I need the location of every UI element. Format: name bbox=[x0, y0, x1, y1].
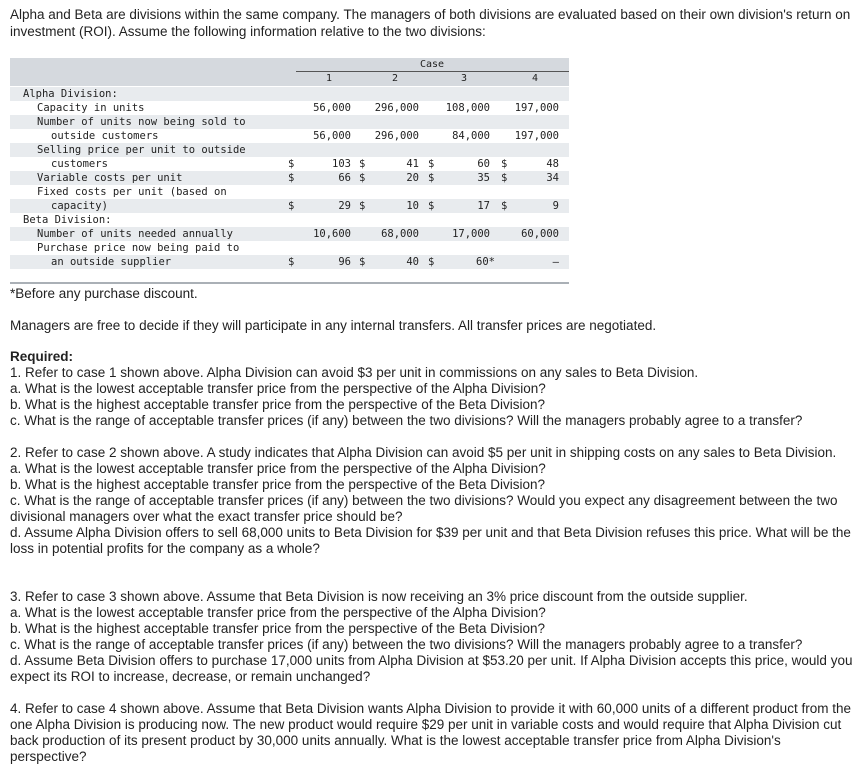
selling-price-label-line2: customers bbox=[51, 158, 108, 170]
alpha-division-heading: Alpha Division: bbox=[23, 88, 118, 100]
table-row bbox=[10, 185, 569, 199]
table-row bbox=[10, 101, 569, 115]
table-row bbox=[10, 241, 569, 255]
question-3a: a. What is the lowest acceptable transfer price from the perspective of the Alpha Division? bbox=[10, 605, 546, 620]
beta-division-heading: Beta Division: bbox=[23, 214, 112, 226]
purchase-price-case-3: 60* bbox=[476, 256, 495, 268]
dollar-sign: $ bbox=[501, 200, 508, 212]
case-3-header: 3 bbox=[461, 73, 468, 84]
capacity-case-3: 108,000 bbox=[445, 102, 490, 114]
division-data-table bbox=[10, 58, 569, 284]
question-1a: a. What is the lowest acceptable transfer price from the perspective of the Alpha Division? bbox=[10, 381, 546, 396]
dollar-sign: $ bbox=[288, 256, 295, 268]
variable-costs-case-3: 35 bbox=[477, 172, 490, 184]
table-row bbox=[10, 171, 569, 185]
question-2d: d. Assume Alpha Division offers to sell 68,000 units to Beta Division for $39 per unit and that Beta Division refuses this price. What will be the loss in potential profits for the company as a whole? bbox=[10, 525, 851, 556]
dollar-sign: $ bbox=[428, 256, 435, 268]
question-1b: b. What is the highest acceptable transfer price from the perspective of the Beta Division? bbox=[10, 397, 546, 412]
purchase-price-label-line2: an outside supplier bbox=[51, 256, 172, 268]
table-row bbox=[10, 227, 569, 241]
capacity-case-4: 197,000 bbox=[514, 102, 559, 114]
intro-paragraph: Alpha and Beta are divisions within the same company. The managers of both divisions are evaluated based on their own division's return on investment (ROI). Assume the following information relative to the two divisions: bbox=[10, 7, 851, 39]
case-header: Case bbox=[420, 59, 445, 70]
units-sold-case-1: 56,000 bbox=[313, 130, 351, 142]
footnote: *Before any purchase discount. bbox=[10, 286, 198, 301]
units-needed-case-1: 10,600 bbox=[313, 228, 351, 240]
question-3b: b. What is the highest acceptable transfer price from the perspective of the Beta Division? bbox=[10, 621, 546, 636]
variable-costs-case-1: 66 bbox=[338, 172, 351, 184]
required-label: Required: bbox=[10, 349, 74, 364]
units-sold-label-line1: Number of units now being sold to bbox=[37, 116, 246, 128]
units-sold-case-3: 84,000 bbox=[452, 130, 490, 142]
table-row bbox=[10, 213, 569, 227]
fixed-costs-case-4: 9 bbox=[552, 200, 559, 212]
table-row bbox=[10, 157, 569, 171]
purchase-price-label-line1: Purchase price now being paid to bbox=[37, 242, 240, 254]
table-row bbox=[10, 129, 569, 143]
case-2-header: 2 bbox=[392, 73, 399, 84]
question-2-intro: 2. Refer to case 2 shown above. A study indicates that Alpha Division can avoid $5 per unit in shipping costs on any sales to Beta Division. bbox=[10, 445, 837, 460]
capacity-case-1: 56,000 bbox=[313, 102, 351, 114]
question-2b: b. What is the highest acceptable transfer price from the perspective of the Beta Division? bbox=[10, 477, 546, 492]
question-4-block bbox=[10, 701, 856, 765]
table-bottom-rule bbox=[10, 282, 569, 284]
question-2c: c. What is the range of acceptable transfer prices (if any) between the two divisions? Would you expect any disagreement between the two divisional managers over what the exact transfer price should be? bbox=[10, 493, 838, 524]
fixed-costs-label-line2: capacity) bbox=[51, 200, 108, 212]
case-1-header: 1 bbox=[326, 73, 333, 84]
fixed-costs-case-2: 10 bbox=[406, 200, 419, 212]
table-row bbox=[10, 255, 569, 269]
question-1c: c. What is the range of acceptable transfer prices (if any) between the two divisions? Will the managers probably agree to a transfer? bbox=[10, 413, 803, 428]
dollar-sign: $ bbox=[428, 172, 435, 184]
purchase-price-case-4: — bbox=[552, 256, 559, 268]
units-needed-label: Number of units needed annually bbox=[37, 228, 233, 240]
fixed-costs-case-1: 29 bbox=[338, 200, 351, 212]
question-3d: d. Assume Beta Division offers to purchase 17,000 units from Alpha Division at $53.20 per unit. If Alpha Division accepts this price, would you expect its ROI to increase, decrease, or remain unchanged? bbox=[10, 653, 853, 684]
units-needed-case-3: 17,000 bbox=[452, 228, 490, 240]
table-row bbox=[10, 115, 569, 129]
dollar-sign: $ bbox=[359, 172, 366, 184]
table-row bbox=[10, 199, 569, 213]
selling-price-case-1: 103 bbox=[332, 158, 351, 170]
variable-costs-label: Variable costs per unit bbox=[37, 172, 183, 184]
dollar-sign: $ bbox=[359, 200, 366, 212]
variable-costs-case-4: 34 bbox=[546, 172, 559, 184]
units-needed-case-4: 60,000 bbox=[521, 228, 559, 240]
question-3-intro: 3. Refer to case 3 shown above. Assume that Beta Division is now receiving an 3% price discount from the outside supplier. bbox=[10, 589, 748, 604]
units-sold-case-4: 197,000 bbox=[514, 130, 559, 142]
units-sold-case-2: 296,000 bbox=[374, 130, 419, 142]
units-sold-label-line2: outside customers bbox=[51, 130, 159, 142]
capacity-case-2: 296,000 bbox=[374, 102, 419, 114]
selling-price-case-2: 41 bbox=[406, 158, 419, 170]
dollar-sign: $ bbox=[359, 256, 366, 268]
dollar-sign: $ bbox=[428, 158, 435, 170]
dollar-sign: $ bbox=[501, 158, 508, 170]
question-3-block bbox=[10, 589, 856, 685]
dollar-sign: $ bbox=[428, 200, 435, 212]
table-body bbox=[10, 86, 569, 282]
case-header-underline bbox=[296, 71, 569, 72]
dollar-sign: $ bbox=[359, 158, 366, 170]
question-4: 4. Refer to case 4 shown above. Assume that Beta Division wants Alpha Division to provide it with 60,000 units of a different product from the one Alpha Division is producing now. The new product would require $29 per unit in variable costs and would require that Alpha Division cut back production of its present product by 30,000 units annually. What is the lowest acceptable transfer price from Alpha Division's perspective? bbox=[10, 701, 851, 764]
table-row bbox=[10, 143, 569, 157]
question-2-block bbox=[10, 445, 856, 557]
dollar-sign: $ bbox=[288, 172, 295, 184]
managers-note: Managers are free to decide if they will participate in any internal transfers. All transfer prices are negotiated. bbox=[10, 318, 657, 333]
dollar-sign: $ bbox=[288, 158, 295, 170]
units-needed-case-2: 68,000 bbox=[381, 228, 419, 240]
dollar-sign: $ bbox=[288, 200, 295, 212]
fixed-costs-label-line1: Fixed costs per unit (based on bbox=[37, 186, 227, 198]
capacity-label: Capacity in units bbox=[37, 102, 145, 114]
case-4-header: 4 bbox=[532, 73, 539, 84]
selling-price-case-4: 48 bbox=[546, 158, 559, 170]
question-1-intro: 1. Refer to case 1 shown above. Alpha Division can avoid $3 per unit in commissions on any sales to Beta Division. bbox=[10, 365, 699, 380]
question-1-block bbox=[10, 349, 856, 429]
selling-price-label-line1: Selling price per unit to outside bbox=[37, 144, 246, 156]
table-header bbox=[10, 58, 569, 86]
question-3c: c. What is the range of acceptable transfer prices (if any) between the two divisions? Will the managers probably agree to a transfer? bbox=[10, 637, 803, 652]
selling-price-case-3: 60 bbox=[477, 158, 490, 170]
purchase-price-case-2: 40 bbox=[406, 256, 419, 268]
purchase-price-case-1: 96 bbox=[338, 256, 351, 268]
dollar-sign: $ bbox=[501, 172, 508, 184]
fixed-costs-case-3: 17 bbox=[477, 200, 490, 212]
table-row bbox=[10, 87, 569, 101]
question-2a: a. What is the lowest acceptable transfer price from the perspective of the Alpha Division? bbox=[10, 461, 546, 476]
variable-costs-case-2: 20 bbox=[406, 172, 419, 184]
